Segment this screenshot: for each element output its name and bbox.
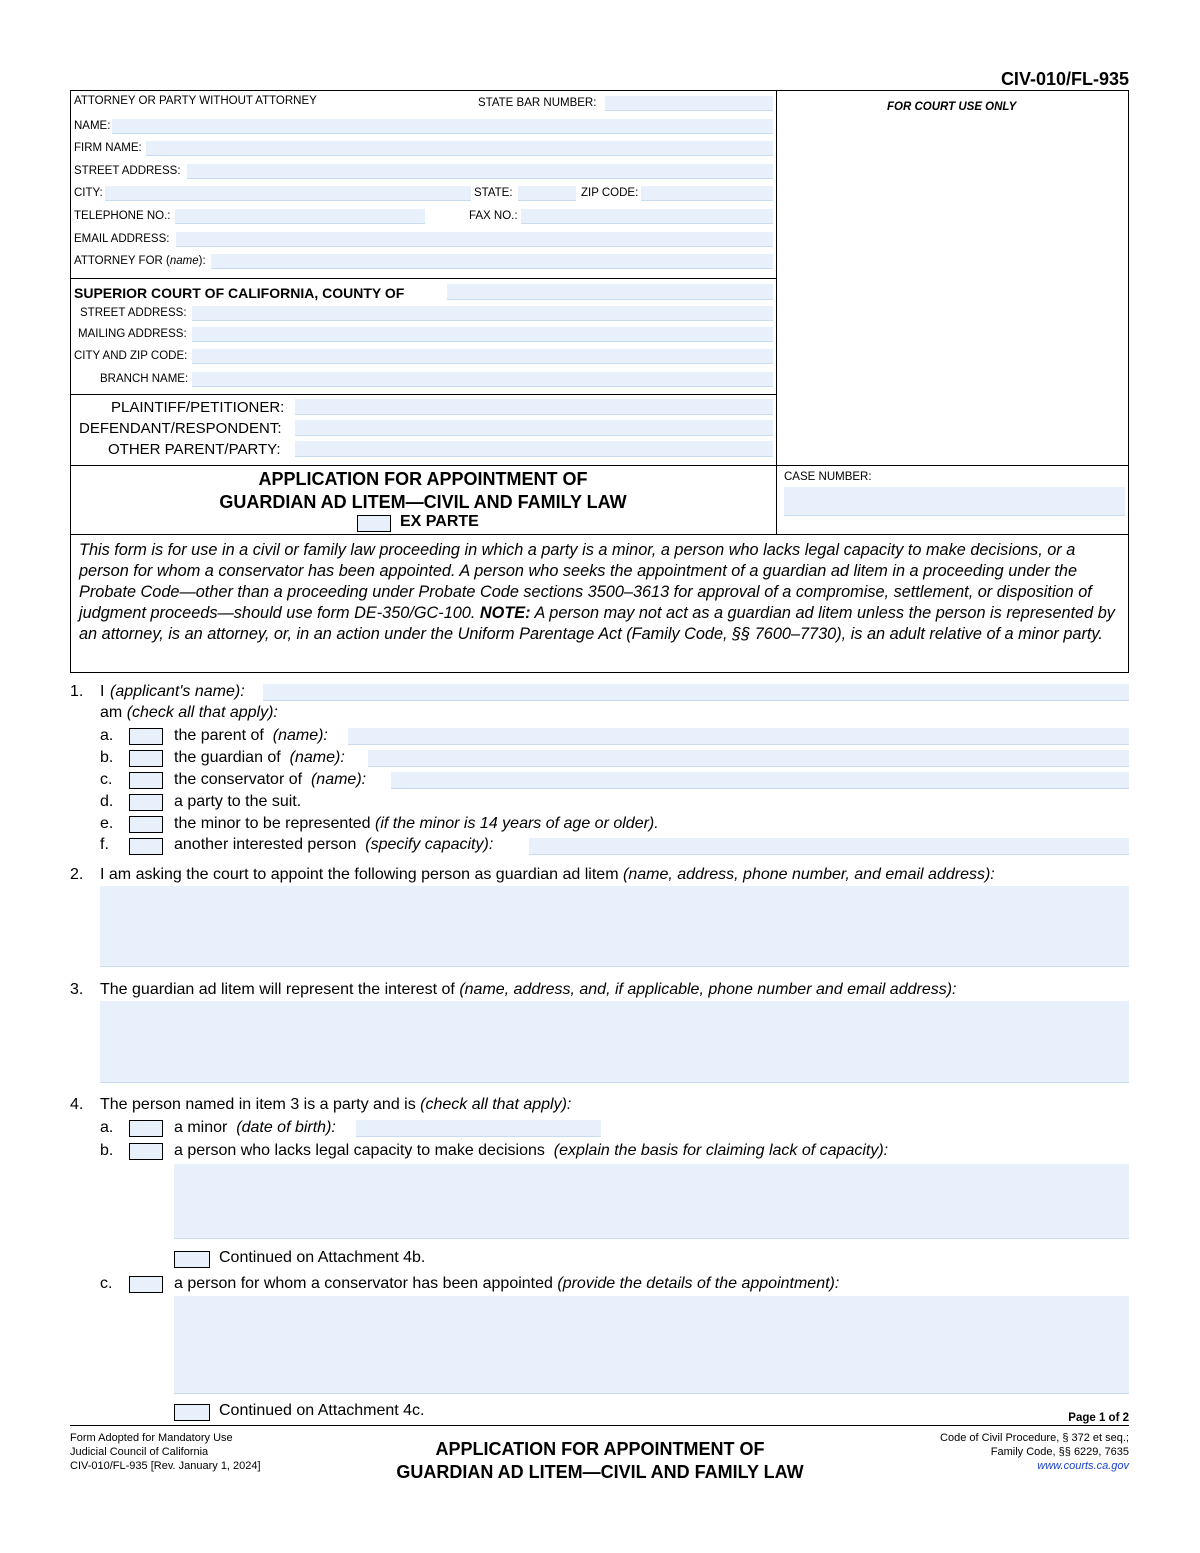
form-title-line2: GUARDIAN AD LITEM—CIVIL AND FAMILY LAW <box>219 492 627 512</box>
item1c-label: the conservator of (name): <box>174 771 367 788</box>
adopted-line3: CIV-010/FL-935 [Rev. January 1, 2024] <box>70 1460 261 1472</box>
item1b-checkbox[interactable] <box>129 750 163 767</box>
city-field[interactable] <box>105 186 471 201</box>
item1c-letter: c. <box>100 771 113 788</box>
item3-number: 3. <box>70 981 84 998</box>
court-street-field[interactable] <box>192 306 773 321</box>
state-bar-field[interactable] <box>605 96 773 111</box>
code-line1: Code of Civil Procedure, § 372 et seq.; <box>940 1432 1129 1444</box>
item1c-name-field[interactable] <box>391 772 1129 789</box>
header-divider <box>776 90 777 535</box>
state-field[interactable] <box>518 186 576 201</box>
state-label: STATE: <box>474 187 513 199</box>
applicant-name-field[interactable] <box>263 684 1129 701</box>
defendant-field[interactable] <box>295 420 773 436</box>
court-mailing-field[interactable] <box>192 327 773 342</box>
other-parent-field[interactable] <box>295 441 773 457</box>
street-label: STREET ADDRESS: <box>74 165 181 177</box>
attorney-bottom-line <box>70 278 776 279</box>
date-of-birth-field[interactable] <box>356 1120 601 1137</box>
item4c-letter: c. <box>100 1275 113 1292</box>
zip-label: ZIP CODE: <box>581 187 639 199</box>
firm-label: FIRM NAME: <box>74 142 142 154</box>
court-cityzip-label: CITY AND ZIP CODE: <box>74 350 188 362</box>
item1e-letter: e. <box>100 815 114 832</box>
parties-bottom-line <box>70 465 1129 466</box>
defendant-label: DEFENDANT/RESPONDENT: <box>79 420 282 437</box>
attorney-for-field[interactable] <box>211 254 773 269</box>
plaintiff-field[interactable] <box>295 399 773 415</box>
attachment-4b-label: Continued on Attachment 4b. <box>219 1249 426 1266</box>
item4b-label: a person who lacks legal capacity to make decisions (explain the basis for claiming lack of capacity): <box>174 1142 889 1159</box>
name-field[interactable] <box>112 119 773 134</box>
name-label: NAME: <box>74 120 111 132</box>
plaintiff-label: PLAINTIFF/PETITIONER: <box>111 399 285 416</box>
item4-number: 4. <box>70 1096 84 1113</box>
footer-line <box>70 1425 1129 1426</box>
item1a-label: the parent of (name): <box>174 727 328 744</box>
case-number-label: CASE NUMBER: <box>784 471 872 483</box>
item1d-checkbox[interactable] <box>129 794 163 811</box>
guardian-details-field[interactable] <box>100 886 1129 967</box>
item1-number: 1. <box>70 683 84 700</box>
other-parent-label: OTHER PARENT/PARTY: <box>108 441 281 458</box>
code-line2: Family Code, §§ 6229, 7635 <box>990 1446 1129 1458</box>
court-bottom-line <box>70 394 776 395</box>
city-label: CITY: <box>74 187 103 199</box>
court-mailing-label: MAILING ADDRESS: <box>78 328 187 340</box>
item1a-letter: a. <box>100 727 114 744</box>
footer-title-line2: GUARDIAN AD LITEM—CIVIL AND FAMILY LAW <box>396 1462 804 1482</box>
item1b-label: the guardian of (name): <box>174 749 345 766</box>
item1d-label: a party to the suit. <box>174 793 302 810</box>
ex-parte-checkbox[interactable] <box>357 515 391 532</box>
phone-field[interactable] <box>175 209 425 224</box>
email-label: EMAIL ADDRESS: <box>74 233 170 245</box>
court-branch-label: BRANCH NAME: <box>100 373 189 385</box>
form-id: CIV-010/FL-935 <box>1000 69 1129 89</box>
item1c-checkbox[interactable] <box>129 772 163 789</box>
item1-am: am (check all that apply): <box>100 704 278 721</box>
item4b-checkbox[interactable] <box>129 1143 163 1160</box>
zip-field[interactable] <box>641 186 773 201</box>
conservator-details-field[interactable] <box>174 1296 1129 1394</box>
form-title-line1: APPLICATION FOR APPOINTMENT OF <box>258 469 588 489</box>
item1b-letter: b. <box>100 749 114 766</box>
county-field[interactable] <box>447 284 773 300</box>
firm-field[interactable] <box>146 141 773 156</box>
item2-number: 2. <box>70 866 84 883</box>
capacity-explanation-field[interactable] <box>174 1164 1129 1239</box>
court-cityzip-field[interactable] <box>192 349 773 364</box>
adopted-line2: Judicial Council of California <box>70 1446 209 1458</box>
item4c-checkbox[interactable] <box>129 1276 163 1293</box>
item4b-letter: b. <box>100 1142 114 1159</box>
item4c-label: a person for whom a conservator has been appointed (provide the details of the appointment): <box>174 1275 840 1292</box>
item1f-capacity-field[interactable] <box>529 838 1129 855</box>
footer-title-line1: APPLICATION FOR APPOINTMENT OF <box>435 1439 765 1459</box>
attachment-4c-checkbox[interactable] <box>174 1404 210 1421</box>
attorney-box-title: ATTORNEY OR PARTY WITHOUT ATTORNEY <box>74 95 317 107</box>
item1a-checkbox[interactable] <box>129 728 163 745</box>
adopted-line1: Form Adopted for Mandatory Use <box>70 1432 233 1444</box>
item2-label: I am asking the court to appoint the following person as guardian ad litem (name, address, phone number, and email address): <box>100 866 995 883</box>
item4-label: The person named in item 3 is a party and is (check all that apply): <box>100 1096 572 1113</box>
item1-applicant-label: (applicant's name): <box>110 683 245 700</box>
item1d-letter: d. <box>100 793 114 810</box>
intro-text: This form is for use in a civil or family law proceeding in which a party is a minor, a person who lacks legal capacity to make decisions, or a person for whom a conservator has been appointed. A person who seeks the appointment of a guardian ad litem in a proceeding under the Probate Code—other than a proceeding under Probate Code sections 3500–3613 for approval of a compromise, settlement, or disposition of judgment proceeds—should use form DE-350/GC-100. NOTE: A person may not act as a guardian ad litem unless the person is represented by an attorney, is an attorney, or, in an action under the Uniform Parentage Act (Family Code, §§ 7600–7730), is an adult relative of a minor party. <box>79 541 1115 643</box>
website-link[interactable]: www.courts.ca.gov <box>1037 1460 1129 1472</box>
item1f-letter: f. <box>100 836 109 853</box>
state-bar-label: STATE BAR NUMBER: <box>478 97 597 109</box>
phone-label: TELEPHONE NO.: <box>74 210 171 222</box>
attorney-for-label: ATTORNEY FOR (name): <box>74 255 206 267</box>
email-field[interactable] <box>176 232 773 247</box>
court-use-label: FOR COURT USE ONLY <box>887 101 1017 113</box>
item4a-letter: a. <box>100 1119 114 1136</box>
item3-label: The guardian ad litem will represent the interest of (name, address, and, if applicable, phone number and email address): <box>100 981 957 998</box>
item1f-checkbox[interactable] <box>129 838 163 855</box>
item1a-name-field[interactable] <box>348 728 1129 745</box>
item1e-label: the minor to be represented (if the minor is 14 years of age or older). <box>174 815 659 832</box>
item1e-checkbox[interactable] <box>129 816 163 833</box>
case-number-field[interactable] <box>784 487 1125 516</box>
attachment-4b-checkbox[interactable] <box>174 1251 210 1268</box>
item1f-label: another interested person (specify capacity): <box>174 836 494 853</box>
street-field[interactable] <box>187 164 773 179</box>
represented-party-field[interactable] <box>100 1001 1129 1083</box>
court-street-label: STREET ADDRESS: <box>80 307 187 319</box>
court-branch-field[interactable] <box>192 372 773 387</box>
item4a-checkbox[interactable] <box>129 1120 163 1137</box>
item4a-label: a minor (date of birth): <box>174 1119 336 1136</box>
fax-label: FAX NO.: <box>469 210 518 222</box>
court-title: SUPERIOR COURT OF CALIFORNIA, COUNTY OF <box>74 285 405 301</box>
fax-field[interactable] <box>521 209 773 224</box>
item1-i: I <box>100 683 105 700</box>
ex-parte-label: EX PARTE <box>400 513 479 530</box>
page-number: Page 1 of 2 <box>1068 1412 1129 1424</box>
attachment-4c-label: Continued on Attachment 4c. <box>219 1402 425 1419</box>
item1b-name-field[interactable] <box>368 750 1129 767</box>
